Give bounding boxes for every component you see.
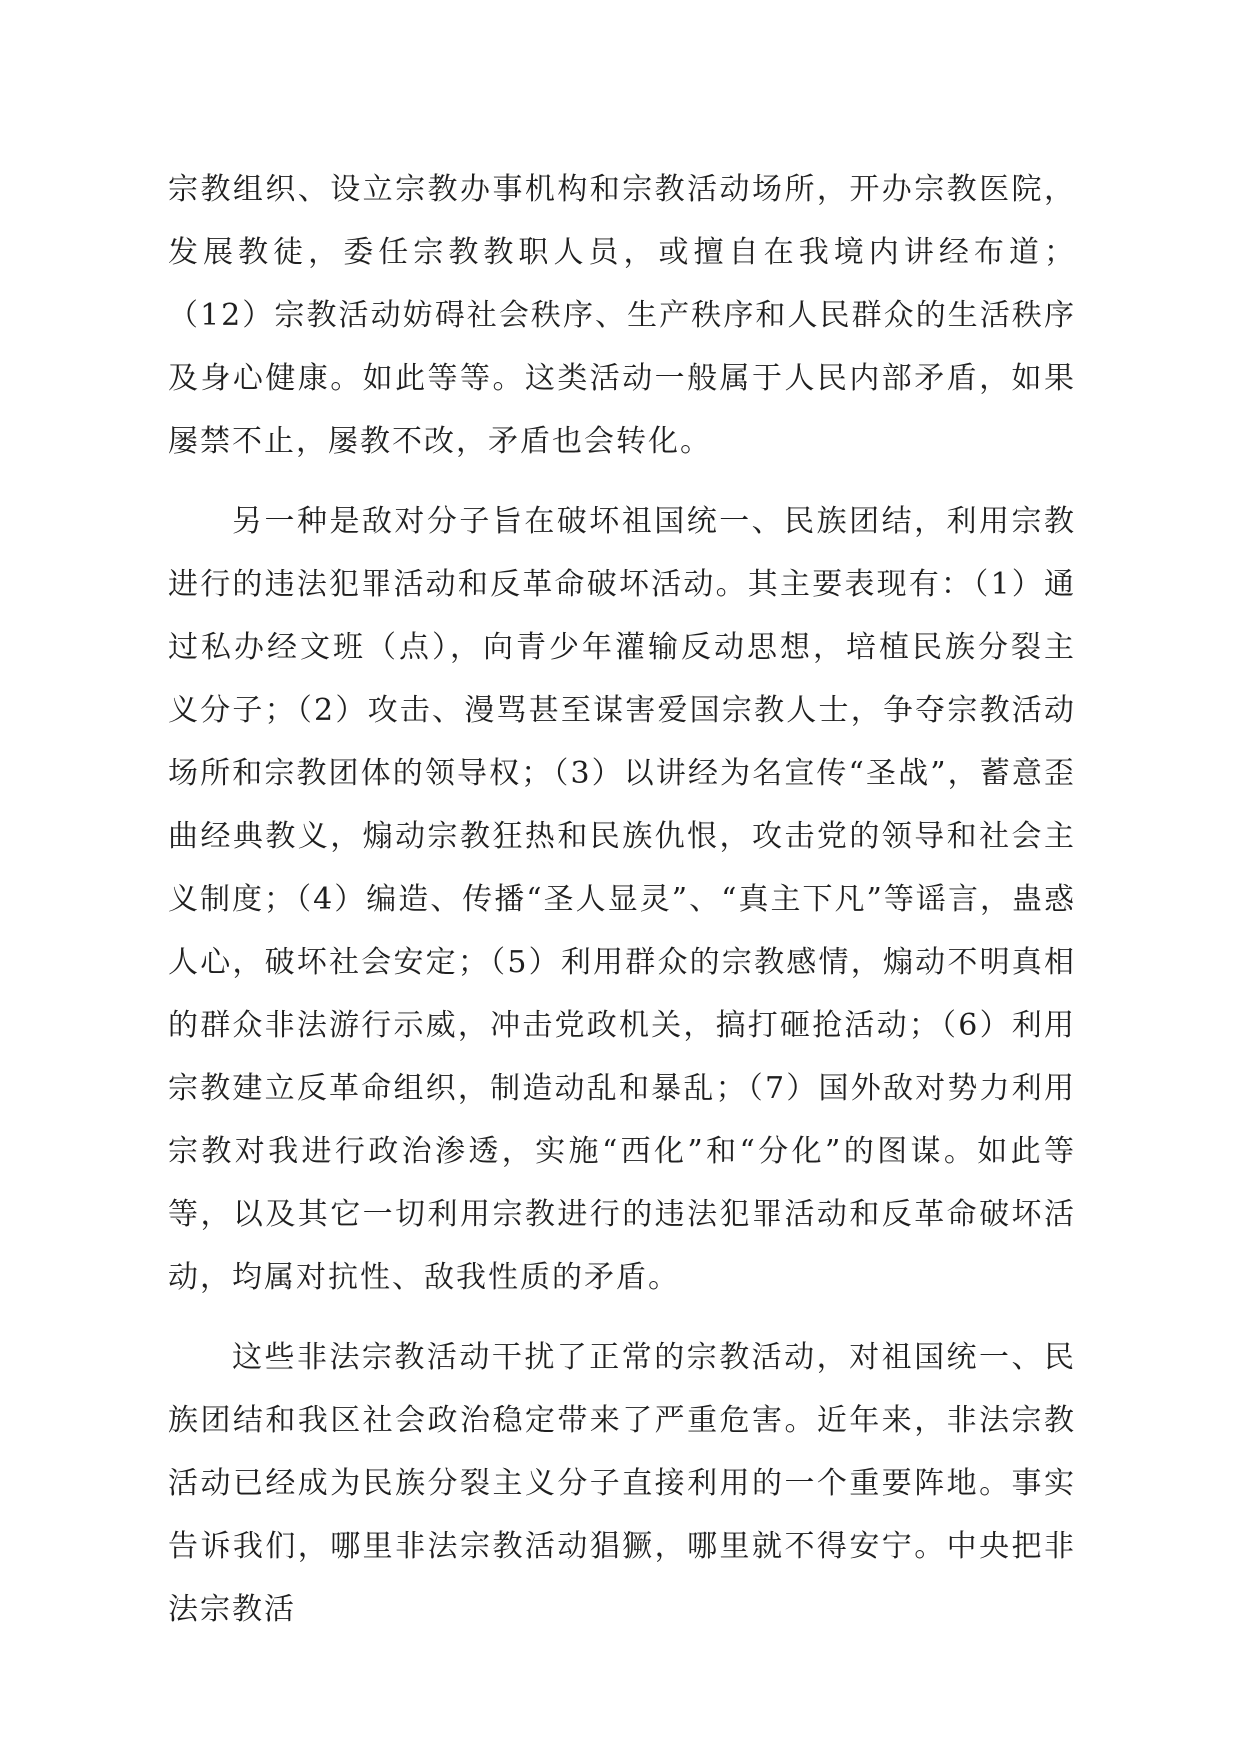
paragraph-hostile-activities: 另一种是敌对分子旨在破坏祖国统一、民族团结，利用宗教进行的违法犯罪活动和反革命破坏活动。其主要表现有：（1）通过私办经文班（点），向青少年灌输反动思想，培植民族分裂主义分子；（2）攻击、漫骂甚至谋害爱国宗教人士，争夺宗教活动场所和宗教团体的领导权；（3）以讲经为名宣传“圣战”，蓄意歪曲经典教义，煽动宗教狂热和民族仇恨，攻击党的领导和社会主义制度；（4）编造、传播“圣人显灵”、“真主下凡”等谣言，蛊惑人心，破坏社会安定；（5）利用群众的宗教感情，煽动不明真相的群众非法游行示威，冲击党政机关，搞打砸抢活动；（6）利用宗教建立反革命组织，制造动乱和暴乱；（7）国外敌对势力利用宗教对我进行政治渗透，实施“西化”和“分化”的图谋。如此等等，以及其它一切利用宗教进行的违法犯罪活动和反革命破坏活动，均属对抗性、敌我性质的矛盾。 bbox=[168, 504, 1076, 1295]
paragraph-harm: 这些非法宗教活动干扰了正常的宗教活动，对祖国统一、民族团结和我区社会政治稳定带来了严重危害。近年来，非法宗教活动已经成为民族分裂主义分子直接利用的一个重要阵地。事实告诉我们，哪里非法宗教活动猖獗，哪里就不得安宁。中央把非法宗教活 bbox=[168, 1340, 1076, 1627]
document-body bbox=[168, 158, 1076, 1641]
paragraph-continued: 宗教组织、设立宗教办事机构和宗教活动场所，开办宗教医院，发展教徒，委任宗教教职人员，或擅自在我境内讲经布道；（12）宗教活动妨碍社会秩序、生产秩序和人民群众的生活秩序及身心健康。如此等等。这类活动一般属于人民内部矛盾，如果屡禁不止，屡教不改，矛盾也会转化。 bbox=[168, 172, 1076, 459]
